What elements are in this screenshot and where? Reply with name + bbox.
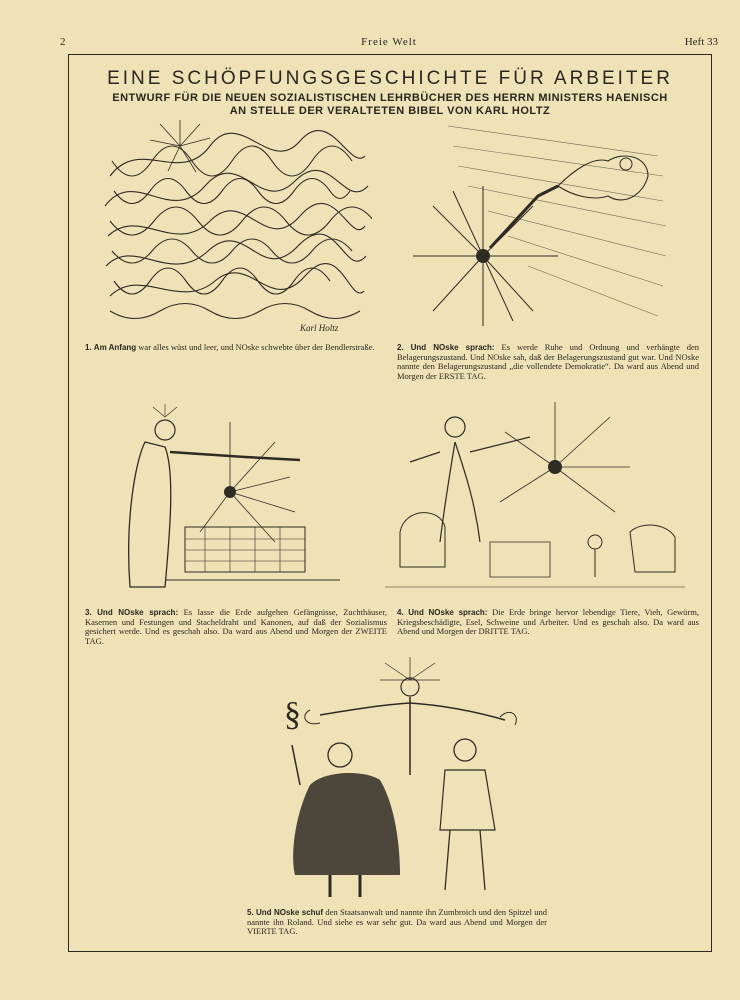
caption-4: 4. Und NOske sprach: Die Erde bringe hervor lebendige Tiere, Vieh, Gewürm, Kriegsbeschädigte, Esel, Schweine und Arbeiter. Und es geschah also. Da ward aus Abend und Morgen der DRITTE TAG. (397, 607, 700, 636)
illustration-4-animals (380, 392, 688, 602)
illustration-3-prisons (105, 402, 347, 604)
article-subtitle-line1: ENTWURF FÜR DIE NEUEN SOZIALISTISCHEN LEHRBÜCHER DES HERRN MINISTERS HAENISCH (112, 92, 668, 104)
illustration-1-chaos (100, 116, 372, 338)
caption-5: 5. Und NOske schuf den Staatsanwalt und nannte ihn Zumbroich und den Spitzel und nannte ihn Roland. Und siehe es war sehr gut. Da ward aus Abend und Morgen der VIERTE TAG. (247, 907, 548, 936)
caption-3: 3. Und NOske sprach: Es lasse die Erde aufgehen Gefängnisse, Zuchthäuser, Kasernen und Festungen und Stacheldraht und Kanonen, auf daß der Sozialismus gesichert werde. Und es geschah also. Da ward aus Abend und Morgen der ZWEITE TAG. (85, 607, 387, 646)
page-number: 2 (60, 36, 66, 48)
illustration-5-prosecutor-spy (270, 655, 520, 900)
issue-number: Heft 33 (684, 36, 718, 48)
caption-2: 2. Und NOske sprach: Es werde Ruhe und Ordnung und verhängte den Belagerungszustand. Und NOske sah, daß der Belagerungszustand gut war. Und NOske nannte den Belagerungszustand „die vollendete Demokratie“. Da ward aus Abend und Morgen der ERSTE TAG. (397, 342, 699, 381)
article-title: EINE SCHÖPFUNGSGESCHICHTE FÜR ARBEITER (107, 68, 673, 89)
svg-text:§: § (284, 696, 301, 733)
page-header (60, 36, 718, 52)
caption-1: 1. Am Anfang war alles wüst und leer, und NOske schwebte über der Bendlerstraße. (85, 342, 375, 352)
article-subtitle-line2: AN STELLE DER VERALTETEN BIBEL VON KARL HOLTZ (229, 105, 551, 117)
magazine-name: Freie Welt (361, 36, 417, 48)
signature-karl-holtz: Karl Holtz (300, 323, 339, 333)
illustration-2-star (408, 116, 670, 338)
